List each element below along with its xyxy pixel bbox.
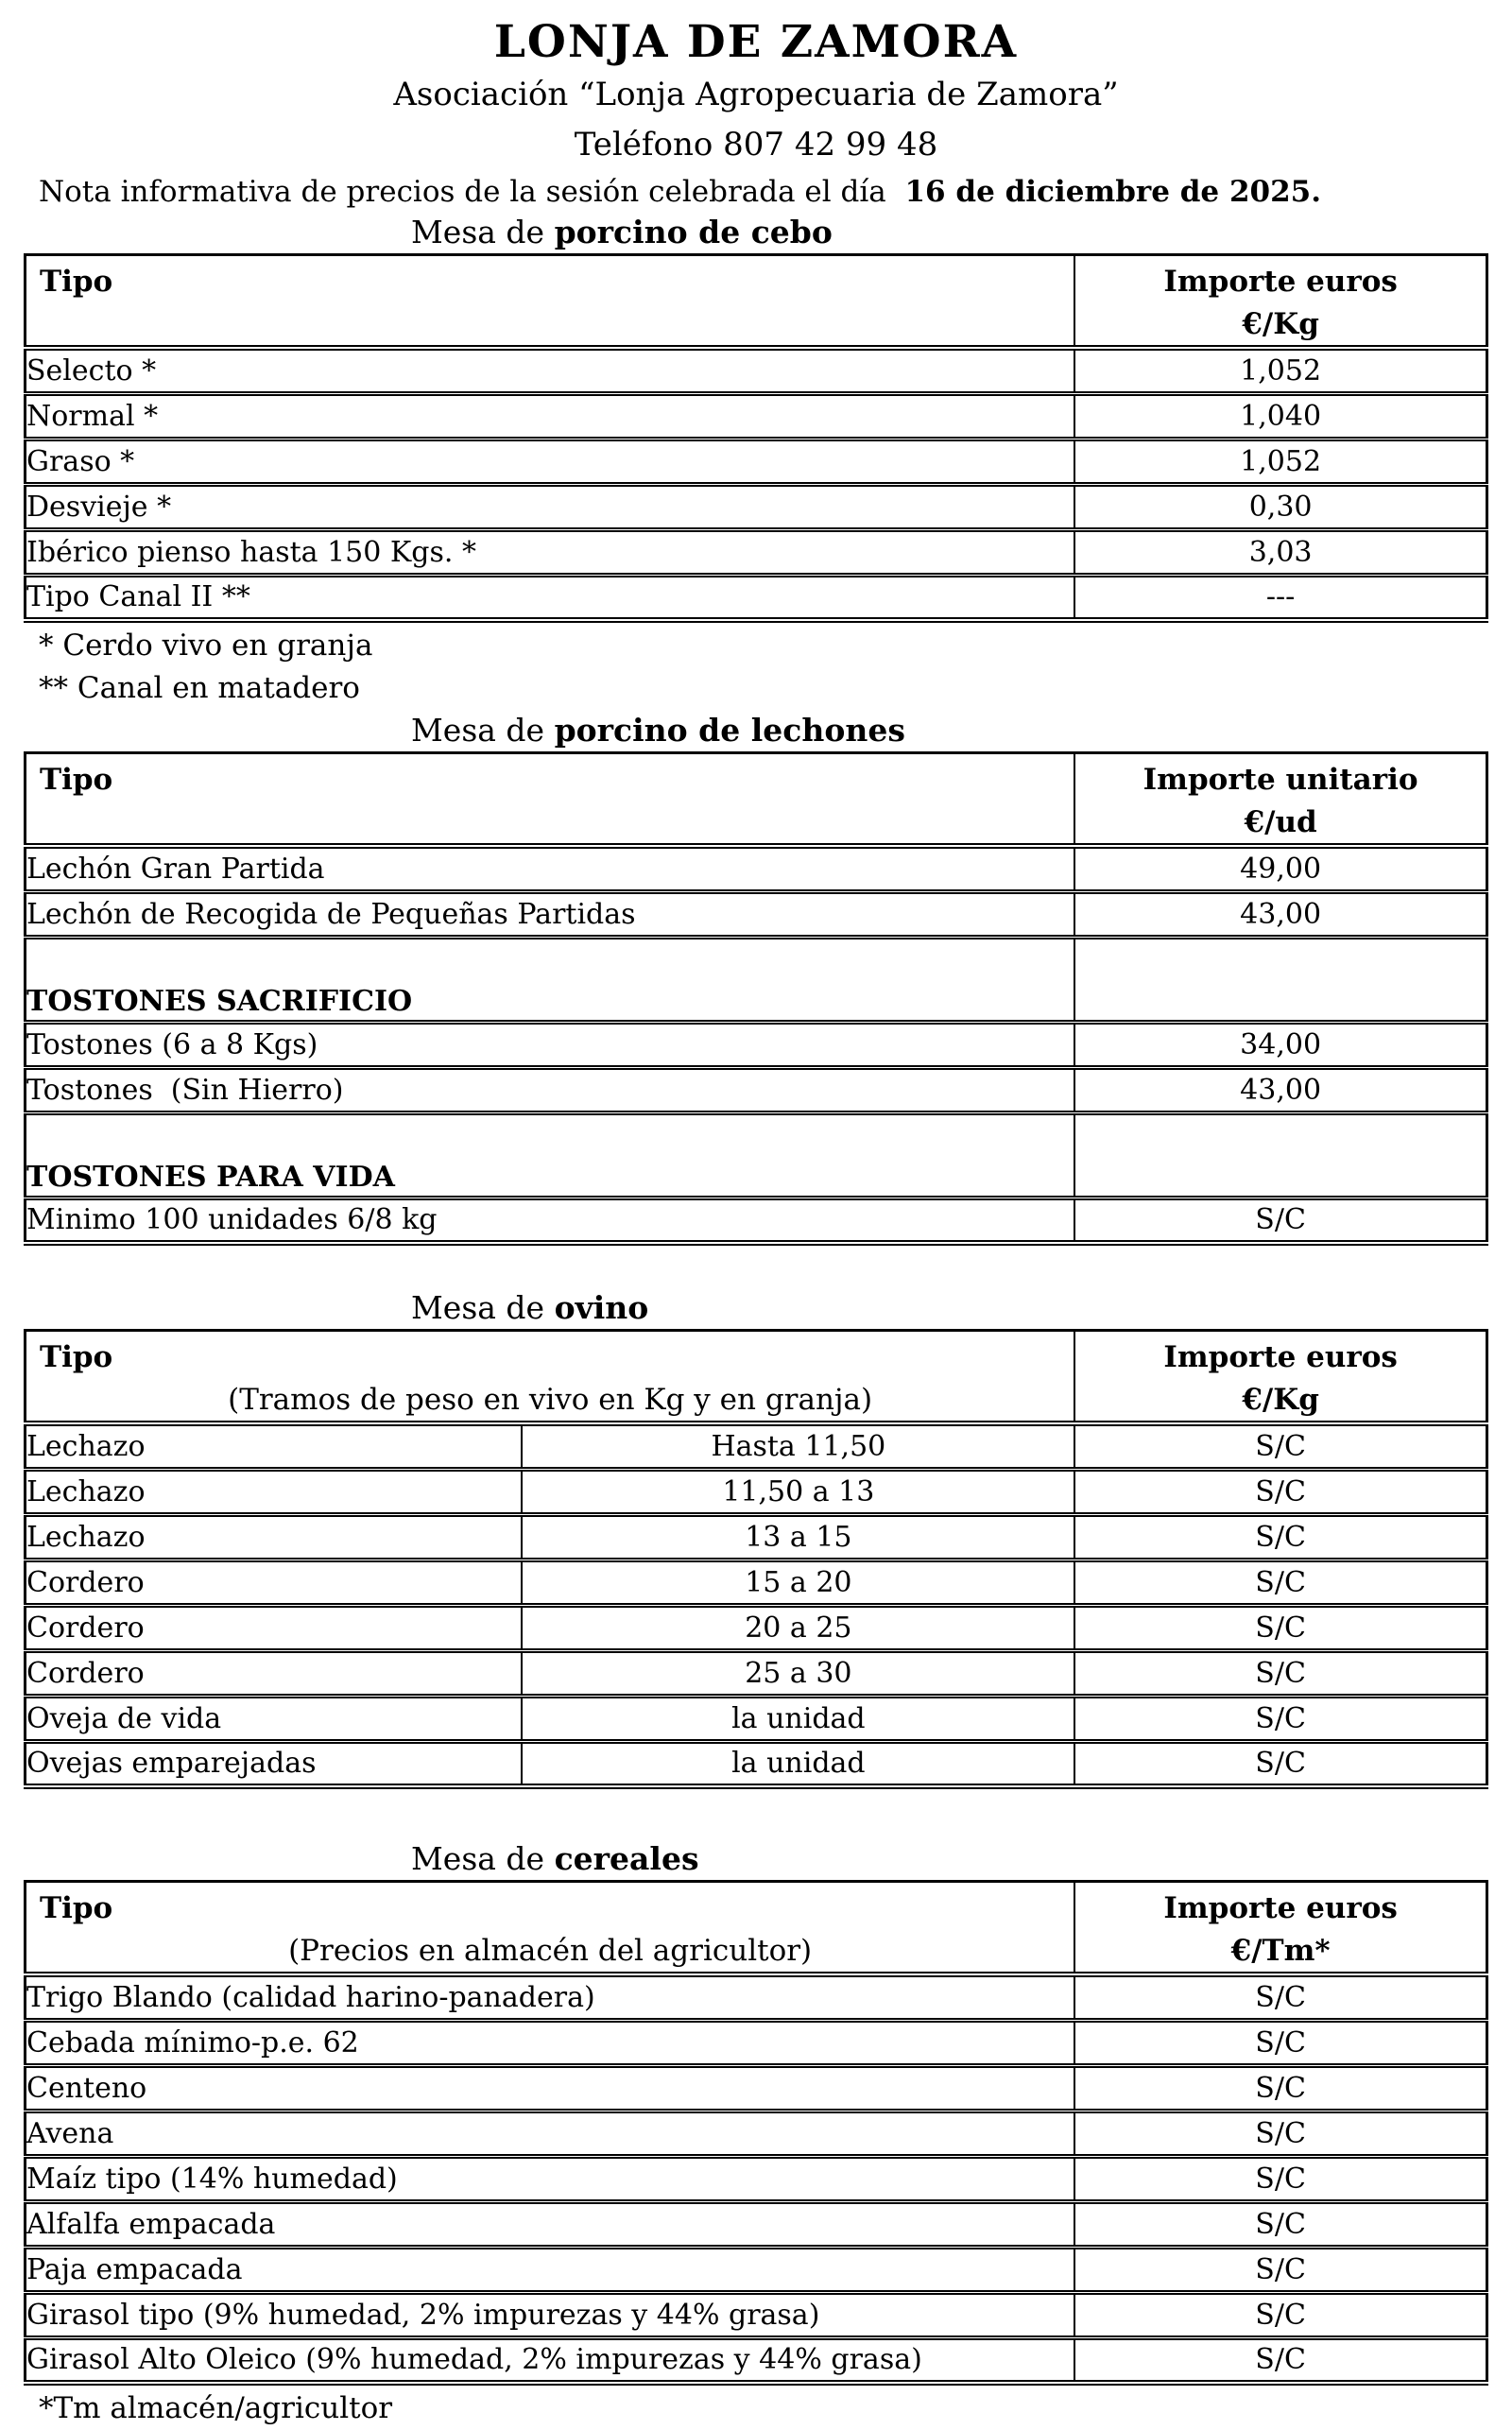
heading-prefix: Mesa de: [411, 1289, 555, 1326]
row-label: Oveja de vida: [26, 1696, 523, 1741]
table-ovino: [24, 1329, 1488, 1789]
row-label: Cordero: [26, 1605, 523, 1650]
section-heading-cereales: [411, 1840, 1488, 1878]
table-row: [26, 1022, 1487, 1067]
table-row: [26, 1560, 1487, 1605]
table-row: [26, 529, 1487, 575]
row-value: S/C: [1074, 1650, 1486, 1696]
table-subheader-row: [26, 1112, 1487, 1198]
row-value: [1074, 1112, 1486, 1198]
row-value: S/C: [1074, 2065, 1486, 2111]
row-weight-range: 25 a 30: [522, 1650, 1074, 1696]
column-header-tipo-subtitle: (Precios en almacén del agricultor): [288, 1934, 813, 1968]
row-label: Cordero: [26, 1650, 523, 1696]
column-header-tipo-label: Tipo: [40, 763, 113, 797]
row-label: Lechón Gran Partida: [26, 846, 1075, 891]
row-value: S/C: [1074, 1560, 1486, 1605]
session-note: [39, 172, 1488, 212]
table-row: [26, 2337, 1487, 2383]
row-label: Desvieje *: [26, 484, 1075, 529]
session-date: 16 de diciembre de 2025: [904, 175, 1312, 209]
heading-prefix: Mesa de: [411, 712, 555, 749]
row-weight-range: 11,50 a 13: [522, 1469, 1074, 1514]
row-label: Tipo Canal II **: [26, 575, 1075, 620]
row-label: Ovejas emparejadas: [26, 1741, 523, 1786]
row-value: 49,00: [1074, 846, 1486, 891]
row-value: S/C: [1074, 2337, 1486, 2383]
heading-prefix: Mesa de: [411, 1840, 555, 1877]
table-row: [26, 2111, 1487, 2156]
row-label: Lechazo: [26, 1514, 523, 1560]
row-label: Minimo 100 unidades 6/8 kg: [26, 1198, 1075, 1243]
heading-prefix: Mesa de: [411, 214, 555, 250]
row-weight-range: 15 a 20: [522, 1560, 1074, 1605]
row-value: S/C: [1074, 1198, 1486, 1243]
row-label: Tostones (6 a 8 Kgs): [26, 1022, 1075, 1067]
row-label: Paja empacada: [26, 2247, 1075, 2292]
row-label: Lechazo: [26, 1469, 523, 1514]
row-weight-range: la unidad: [522, 1696, 1074, 1741]
table-row: [26, 484, 1487, 529]
table-row: [26, 2292, 1487, 2337]
row-value: S/C: [1074, 2247, 1486, 2292]
row-value: S/C: [1074, 1514, 1486, 1560]
row-label: Girasol Alto Oleico (9% humedad, 2% impurezas y 44% grasa): [26, 2337, 1075, 2383]
column-header-unit-label: €/ud: [1244, 805, 1317, 839]
row-weight-range: 20 a 25: [522, 1605, 1074, 1650]
column-header-importe-label: Importe euros: [1163, 1340, 1398, 1374]
table-porcino-lechones: [24, 751, 1488, 1246]
table-porcino-cebo: [24, 253, 1488, 623]
column-header-importe: [1074, 1882, 1486, 1975]
table-row: [26, 393, 1487, 439]
column-header-importe-label: Importe unitario: [1143, 763, 1418, 797]
row-value: S/C: [1074, 2020, 1486, 2065]
table-row: [26, 1696, 1487, 1741]
row-label: Alfalfa empacada: [26, 2201, 1075, 2247]
row-label: Centeno: [26, 2065, 1075, 2111]
row-value: S/C: [1074, 1423, 1486, 1469]
row-label: Cebada mínimo-p.e. 62: [26, 2020, 1075, 2065]
column-header-tipo: [26, 1882, 1075, 1975]
row-subheading: TOSTONES PARA VIDA: [26, 1112, 1075, 1198]
table-row: [26, 2247, 1487, 2292]
spacer: [24, 1789, 1488, 1838]
row-weight-range: 13 a 15: [522, 1514, 1074, 1560]
table-row: [26, 1974, 1487, 2020]
row-value: 3,03: [1074, 529, 1486, 575]
section-heading-ovino: [411, 1289, 1488, 1327]
table-row: [26, 1198, 1487, 1243]
session-note-period: .: [1311, 175, 1322, 209]
row-label: Normal *: [26, 393, 1075, 439]
table-row: [26, 1650, 1487, 1696]
row-value: 1,052: [1074, 348, 1486, 393]
row-value: S/C: [1074, 1696, 1486, 1741]
table-row: [26, 1605, 1487, 1650]
footnotes-porcino-cebo: [39, 625, 1488, 710]
table-subheader-row: [26, 937, 1487, 1022]
row-weight-range: la unidad: [522, 1741, 1074, 1786]
row-value: 1,040: [1074, 393, 1486, 439]
heading-name: cereales: [554, 1840, 699, 1877]
table-header-row: [26, 753, 1487, 847]
row-value: S/C: [1074, 1469, 1486, 1514]
row-value: 43,00: [1074, 891, 1486, 937]
row-label: Maíz tipo (14% humedad): [26, 2156, 1075, 2201]
column-header-importe: [1074, 1331, 1486, 1424]
column-header-tipo: [26, 1331, 1075, 1424]
session-note-text: Nota informativa de precios de la sesión celebrada el día: [39, 175, 905, 209]
column-header-importe: [1074, 753, 1486, 847]
column-header-unit-label: €/Kg: [1242, 1383, 1319, 1417]
column-header-tipo-label: Tipo: [40, 265, 113, 299]
heading-name: porcino de cebo: [554, 214, 833, 250]
table-row: [26, 1067, 1487, 1112]
column-header-tipo-label: Tipo: [40, 1891, 113, 1925]
row-value: 43,00: [1074, 1067, 1486, 1112]
spacer: [24, 1246, 1488, 1287]
row-value: S/C: [1074, 1974, 1486, 2020]
heading-name: porcino de lechones: [554, 712, 905, 749]
section-heading-porcino-lechones: [411, 712, 1488, 750]
page-title: LONJA DE ZAMORA: [493, 16, 1019, 68]
row-weight-range: Hasta 11,50: [522, 1423, 1074, 1469]
footnote: *Tm almacén/agricultor: [39, 2391, 393, 2425]
table-row: [26, 1514, 1487, 1560]
footnote: ** Canal en matadero: [39, 671, 360, 705]
row-label: Lechazo: [26, 1423, 523, 1469]
column-header-tipo-subtitle: (Tramos de peso en vivo en Kg y en granja): [228, 1383, 873, 1417]
column-header-tipo: [26, 753, 1075, 847]
row-label: Graso *: [26, 439, 1075, 484]
row-value: 1,052: [1074, 439, 1486, 484]
section-heading-porcino-cebo: [411, 214, 1488, 251]
row-value: S/C: [1074, 2292, 1486, 2337]
association-line: Asociación “Lonja Agropecuaria de Zamora”: [393, 76, 1119, 113]
row-value: [1074, 937, 1486, 1022]
phone-line: Teléfono 807 42 99 48: [574, 126, 938, 164]
heading-name: ovino: [554, 1289, 649, 1326]
footnotes-cereales: [39, 2387, 1488, 2430]
row-subheading: TOSTONES SACRIFICIO: [26, 937, 1075, 1022]
row-label: Tostones (Sin Hierro): [26, 1067, 1075, 1112]
column-header-unit-label: €/Kg: [1242, 307, 1319, 341]
table-row: [26, 2201, 1487, 2247]
table-row: [26, 439, 1487, 484]
table-row: [26, 2156, 1487, 2201]
table-row: [26, 1423, 1487, 1469]
row-label: Cordero: [26, 1560, 523, 1605]
table-row: [26, 2020, 1487, 2065]
row-label: Trigo Blando (calidad harino-panadera): [26, 1974, 1075, 2020]
column-header-tipo: [26, 255, 1075, 349]
row-label: Ibérico pienso hasta 150 Kgs. *: [26, 529, 1075, 575]
column-header-importe-label: Importe euros: [1163, 1891, 1398, 1925]
column-header-importe: [1074, 255, 1486, 349]
footnote: * Cerdo vivo en granja: [39, 629, 373, 663]
table-row: [26, 891, 1487, 937]
table-header-row: [26, 1331, 1487, 1424]
row-value: S/C: [1074, 2156, 1486, 2201]
column-header-unit-label: €/Tm*: [1230, 1934, 1331, 1968]
column-header-tipo-label: Tipo: [40, 1340, 113, 1374]
row-value: S/C: [1074, 1741, 1486, 1786]
table-header-row: [26, 255, 1487, 349]
row-value: ---: [1074, 575, 1486, 620]
table-row: [26, 846, 1487, 891]
row-value: S/C: [1074, 2201, 1486, 2247]
row-label: Girasol tipo (9% humedad, 2% impurezas y 44% grasa): [26, 2292, 1075, 2337]
table-row: [26, 2065, 1487, 2111]
column-header-importe-label: Importe euros: [1163, 265, 1398, 299]
table-cereales: [24, 1880, 1488, 2386]
row-value: S/C: [1074, 1605, 1486, 1650]
table-row: [26, 1741, 1487, 1786]
row-label: Selecto *: [26, 348, 1075, 393]
row-value: 34,00: [1074, 1022, 1486, 1067]
table-header-row: [26, 1882, 1487, 1975]
row-label: Avena: [26, 2111, 1075, 2156]
table-row: [26, 575, 1487, 620]
table-row: [26, 1469, 1487, 1514]
table-row: [26, 348, 1487, 393]
row-value: 0,30: [1074, 484, 1486, 529]
row-value: S/C: [1074, 2111, 1486, 2156]
row-label: Lechón de Recogida de Pequeñas Partidas: [26, 891, 1075, 937]
